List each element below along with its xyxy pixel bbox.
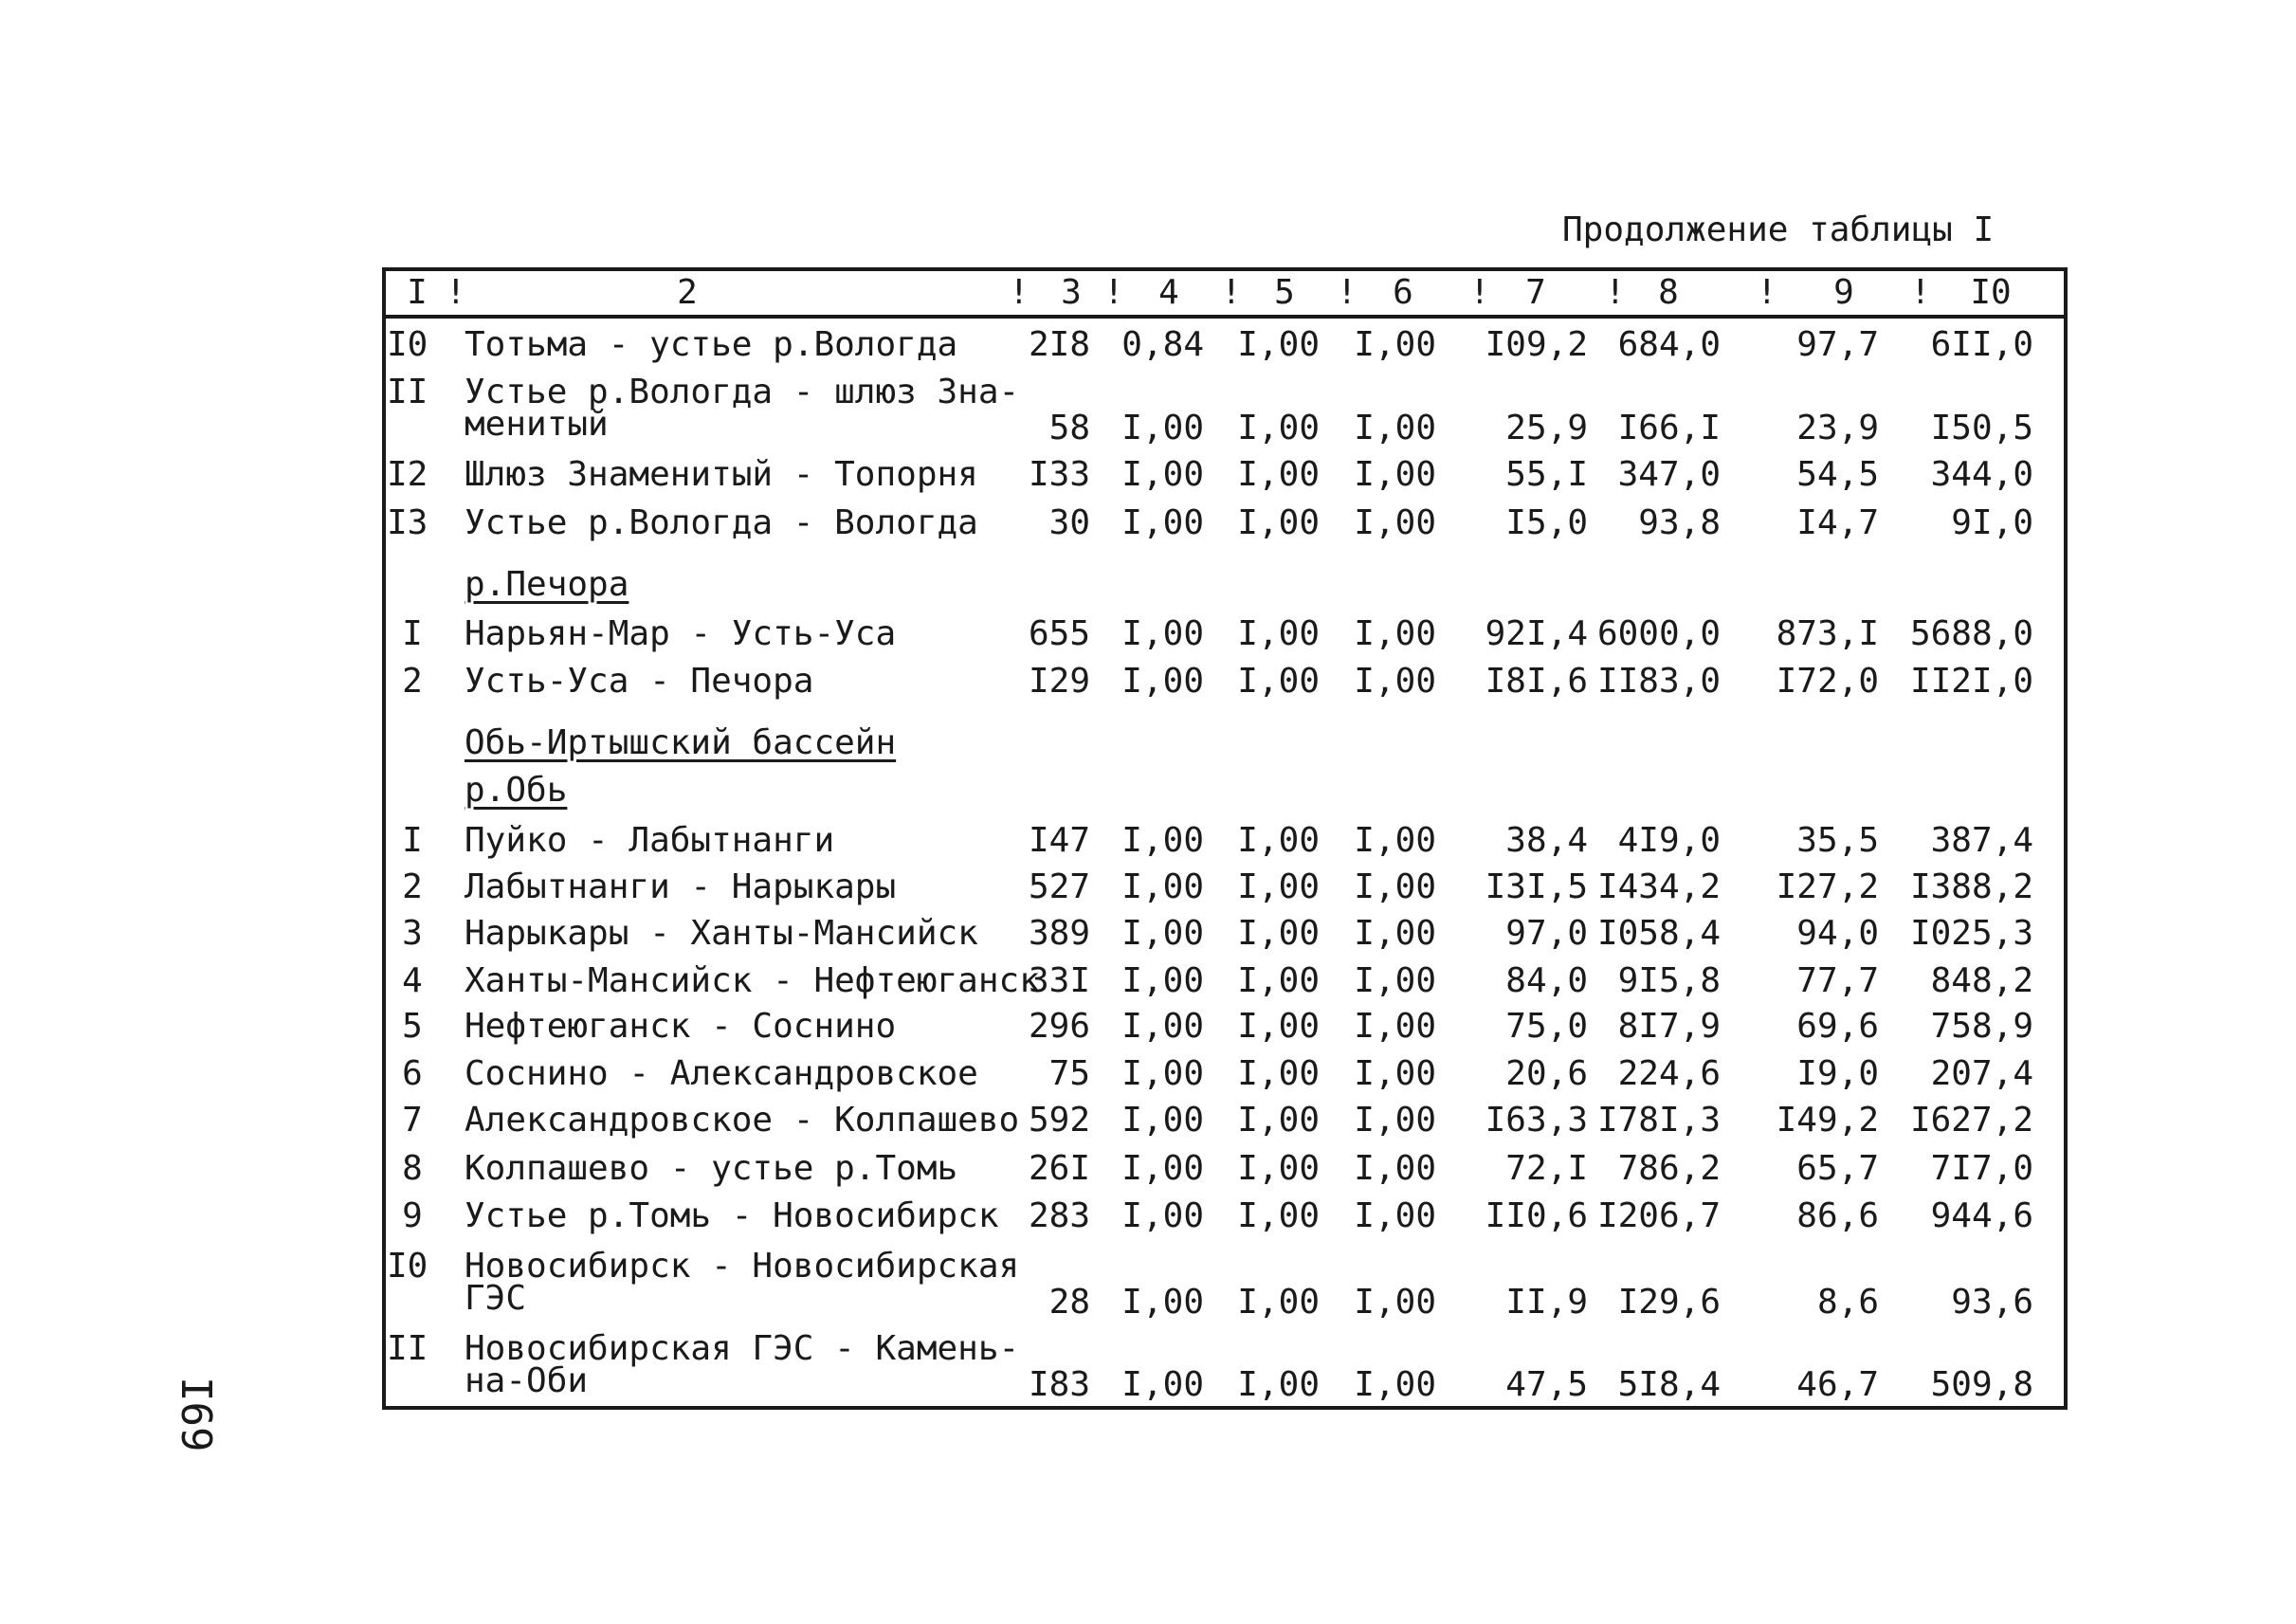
cell-v3: 28 — [1048, 1283, 1090, 1322]
cell-v5: I,00 — [1237, 1365, 1320, 1404]
row-name: Усть-Уса - Печора — [465, 662, 814, 701]
cell-v3: 33I — [1028, 961, 1090, 1000]
cell-v4: I,00 — [1121, 867, 1204, 906]
cell-v9: I72,0 — [1776, 662, 1879, 701]
cell-v8: II83,0 — [1596, 662, 1721, 701]
cell-v7: I3I,5 — [1485, 867, 1588, 906]
cell-v5: I,00 — [1237, 961, 1320, 1000]
table-caption: Продолжение таблицы I — [1562, 210, 1995, 249]
cell-v8: 8I7,9 — [1617, 1007, 1721, 1046]
row-number: 2 — [402, 867, 423, 906]
cell-v4: I,00 — [1121, 961, 1204, 1000]
cell-v8: 9I5,8 — [1617, 961, 1721, 1000]
cell-v9: 77,7 — [1796, 961, 1879, 1000]
cell-v10: 758,9 — [1930, 1007, 2033, 1046]
cell-v6: I,00 — [1354, 455, 1436, 494]
cell-v4: I,00 — [1121, 1196, 1204, 1235]
cell-v5: I,00 — [1237, 614, 1320, 653]
row-name: Нарьян-Мар - Усть-Уса — [465, 614, 897, 653]
cell-v5: I,00 — [1237, 1007, 1320, 1046]
row-number: I0 — [387, 1247, 428, 1286]
cell-v9: 69,6 — [1796, 1007, 1879, 1046]
cell-v7: II0,6 — [1485, 1196, 1588, 1235]
cell-v10: II2I,0 — [1909, 662, 2033, 701]
header-separator: ! — [1469, 273, 1490, 312]
row-number: I3 — [387, 503, 428, 542]
cell-v9: 54,5 — [1796, 455, 1879, 494]
cell-v5: I,00 — [1237, 325, 1320, 364]
cell-v10: I627,2 — [1909, 1101, 2033, 1140]
cell-v5: I,00 — [1237, 821, 1320, 860]
cell-v9: 35,5 — [1796, 821, 1879, 860]
header-col-7: 7 — [1525, 273, 1546, 312]
cell-v7: 38,4 — [1505, 821, 1588, 860]
cell-v6: I,00 — [1354, 409, 1436, 447]
cell-v10: 207,4 — [1930, 1054, 2033, 1093]
cell-v10: 509,8 — [1930, 1365, 2033, 1404]
cell-v4: I,00 — [1121, 821, 1204, 860]
cell-v6: I,00 — [1354, 325, 1436, 364]
row-name-line1: Новосибирская ГЭС - Камень- — [465, 1329, 1020, 1368]
header-col-5: 5 — [1274, 273, 1295, 312]
row-name: Пуйко - Лабытнанги — [465, 821, 835, 860]
cell-v8: I29,6 — [1617, 1283, 1721, 1322]
row-name: Лабытнанги - Нарыкары — [465, 867, 897, 906]
cell-v9: 97,7 — [1796, 325, 1879, 364]
cell-v6: I,00 — [1354, 1101, 1436, 1140]
page-number: I69 — [172, 1377, 220, 1452]
cell-v8: 5I8,4 — [1617, 1365, 1721, 1404]
cell-v5: I,00 — [1237, 503, 1320, 542]
cell-v4: I,00 — [1121, 1149, 1204, 1188]
cell-v3: 283 — [1028, 1196, 1090, 1235]
section-heading: Обь-Иртышский бассейн — [465, 723, 897, 762]
cell-v5: I,00 — [1237, 1149, 1320, 1188]
row-number: I0 — [387, 325, 428, 364]
row-name: Устье р.Томь - Новосибирск — [465, 1196, 999, 1235]
cell-v9: I9,0 — [1796, 1054, 1879, 1093]
cell-v4: I,00 — [1121, 1101, 1204, 1140]
cell-v10: I025,3 — [1909, 914, 2033, 953]
cell-v6: I,00 — [1354, 1196, 1436, 1235]
cell-v5: I,00 — [1237, 867, 1320, 906]
header-col-2: 2 — [677, 273, 698, 312]
cell-v6: I,00 — [1354, 867, 1436, 906]
cell-v3: 58 — [1048, 409, 1090, 447]
row-number: 6 — [402, 1054, 423, 1093]
cell-v8: 6000,0 — [1596, 614, 1721, 653]
cell-v5: I,00 — [1237, 409, 1320, 447]
cell-v7: 75,0 — [1505, 1007, 1588, 1046]
row-number: I — [402, 821, 423, 860]
cell-v8: I78I,3 — [1596, 1101, 1721, 1140]
row-number: 7 — [402, 1101, 423, 1140]
row-name-line2: ГЭС — [465, 1279, 527, 1318]
cell-v3: 592 — [1028, 1101, 1090, 1140]
header-col-1: I — [407, 273, 428, 312]
cell-v4: I,00 — [1121, 1283, 1204, 1322]
cell-v7: 97,0 — [1505, 914, 1588, 953]
row-name: Ханты-Мансийск - Нефтеюганск — [465, 961, 1040, 1000]
cell-v6: I,00 — [1354, 1007, 1436, 1046]
cell-v3: 655 — [1028, 614, 1090, 653]
cell-v8: 93,8 — [1638, 503, 1721, 542]
cell-v5: I,00 — [1237, 914, 1320, 953]
cell-v6: I,00 — [1354, 662, 1436, 701]
row-number: 3 — [402, 914, 423, 953]
cell-v6: I,00 — [1354, 821, 1436, 860]
row-name: Соснино - Александровское — [465, 1054, 978, 1093]
cell-v3: 389 — [1028, 914, 1090, 953]
row-number: 4 — [402, 961, 423, 1000]
cell-v8: I66,I — [1617, 409, 1721, 447]
cell-v10: 6II,0 — [1930, 325, 2033, 364]
cell-v3: 26I — [1028, 1149, 1090, 1188]
row-name: Александровское - Колпашево — [465, 1101, 1020, 1140]
cell-v4: I,00 — [1121, 614, 1204, 653]
header-separator: ! — [446, 273, 466, 312]
cell-v7: I5,0 — [1505, 503, 1588, 542]
row-number: I2 — [387, 455, 428, 494]
row-name: Шлюз Знаменитый - Топорня — [465, 455, 978, 494]
cell-v7: I09,2 — [1485, 325, 1588, 364]
cell-v4: I,00 — [1121, 914, 1204, 953]
cell-v3: I33 — [1028, 455, 1090, 494]
cell-v5: I,00 — [1237, 1196, 1320, 1235]
cell-v7: 25,9 — [1505, 409, 1588, 447]
cell-v4: I,00 — [1121, 1365, 1204, 1404]
row-number: 5 — [402, 1007, 423, 1046]
header-separator: ! — [1605, 273, 1626, 312]
row-number: 8 — [402, 1149, 423, 1188]
row-name: Тотьма - устье р.Вологда — [465, 325, 958, 364]
cell-v7: 84,0 — [1505, 961, 1588, 1000]
row-number: II — [387, 1329, 428, 1368]
cell-v9: 65,7 — [1796, 1149, 1879, 1188]
cell-v10: I50,5 — [1930, 409, 2033, 447]
header-col-4: 4 — [1158, 273, 1179, 312]
cell-v5: I,00 — [1237, 1054, 1320, 1093]
cell-v10: 848,2 — [1930, 961, 2033, 1000]
cell-v9: 94,0 — [1796, 914, 1879, 953]
cell-v6: I,00 — [1354, 1149, 1436, 1188]
cell-v9: 86,6 — [1796, 1196, 1879, 1235]
header-divider — [382, 315, 2068, 319]
cell-v10: 5688,0 — [1909, 614, 2033, 653]
header-col-6: 6 — [1393, 273, 1413, 312]
cell-v4: I,00 — [1121, 662, 1204, 701]
cell-v4: I,00 — [1121, 455, 1204, 494]
cell-v8: I206,7 — [1596, 1196, 1721, 1235]
cell-v4: I,00 — [1121, 503, 1204, 542]
row-name: Нарыкары - Ханты-Мансийск — [465, 914, 978, 953]
cell-v7: 47,5 — [1505, 1365, 1588, 1404]
header-separator: ! — [1009, 273, 1030, 312]
cell-v6: I,00 — [1354, 914, 1436, 953]
cell-v5: I,00 — [1237, 1101, 1320, 1140]
row-number: II — [387, 373, 428, 411]
row-name-line2: на-Оби — [465, 1361, 589, 1400]
cell-v10: 9I,0 — [1951, 503, 2033, 542]
cell-v3: 527 — [1028, 867, 1090, 906]
cell-v9: 873,I — [1776, 614, 1879, 653]
row-number: 9 — [402, 1196, 423, 1235]
header-separator: ! — [1103, 273, 1124, 312]
header-separator: ! — [1337, 273, 1358, 312]
cell-v9: 8,6 — [1816, 1283, 1879, 1322]
cell-v5: I,00 — [1237, 1283, 1320, 1322]
cell-v3: 75 — [1048, 1054, 1090, 1093]
row-name: Колпашево - устье р.Томь — [465, 1149, 958, 1188]
cell-v8: 684,0 — [1617, 325, 1721, 364]
cell-v9: I49,2 — [1776, 1101, 1879, 1140]
row-name: Нефтеюганск - Соснино — [465, 1007, 897, 1046]
cell-v8: 347,0 — [1617, 455, 1721, 494]
cell-v7: I8I,6 — [1485, 662, 1588, 701]
cell-v7: I63,3 — [1485, 1101, 1588, 1140]
cell-v6: I,00 — [1354, 614, 1436, 653]
cell-v4: I,00 — [1121, 1007, 1204, 1046]
cell-v6: I,00 — [1354, 961, 1436, 1000]
cell-v7: 72,I — [1505, 1149, 1588, 1188]
cell-v3: 296 — [1028, 1007, 1090, 1046]
row-name-line2: менитый — [465, 405, 609, 444]
cell-v10: I388,2 — [1909, 867, 2033, 906]
cell-v7: 92I,4 — [1485, 614, 1588, 653]
cell-v6: I,00 — [1354, 1283, 1436, 1322]
cell-v3: 30 — [1048, 503, 1090, 542]
header-separator: ! — [1757, 273, 1777, 312]
header-separator: ! — [1221, 273, 1242, 312]
cell-v7: II,9 — [1505, 1283, 1588, 1322]
row-number: 2 — [402, 662, 423, 701]
cell-v6: I,00 — [1354, 1365, 1436, 1404]
row-name-line1: Устье р.Вологда - шлюз Зна- — [465, 373, 1020, 411]
cell-v9: 46,7 — [1796, 1365, 1879, 1404]
cell-v3: 2I8 — [1028, 325, 1090, 364]
header-col-8: 8 — [1658, 273, 1679, 312]
cell-v7: 55,I — [1505, 455, 1588, 494]
cell-v8: I434,2 — [1596, 867, 1721, 906]
section-heading: р.Обь — [465, 771, 568, 810]
cell-v3: I47 — [1028, 821, 1090, 860]
section-heading: р.Печора — [465, 565, 629, 604]
cell-v5: I,00 — [1237, 455, 1320, 494]
row-name-line1: Новосибирск - Новосибирская — [465, 1247, 1020, 1286]
cell-v6: I,00 — [1354, 503, 1436, 542]
cell-v7: 20,6 — [1505, 1054, 1588, 1093]
cell-v4: 0,84 — [1121, 325, 1204, 364]
header-separator: ! — [1910, 273, 1931, 312]
row-name: Устье р.Вологда - Вологда — [465, 503, 978, 542]
cell-v8: I058,4 — [1596, 914, 1721, 953]
cell-v8: 224,6 — [1617, 1054, 1721, 1093]
cell-v8: 786,2 — [1617, 1149, 1721, 1188]
cell-v5: I,00 — [1237, 662, 1320, 701]
cell-v3: I83 — [1028, 1365, 1090, 1404]
cell-v10: 93,6 — [1951, 1283, 2033, 1322]
header-col-3: 3 — [1061, 273, 1082, 312]
cell-v8: 4I9,0 — [1617, 821, 1721, 860]
row-number: I — [402, 614, 423, 653]
cell-v9: I4,7 — [1796, 503, 1879, 542]
cell-v4: I,00 — [1121, 1054, 1204, 1093]
header-col-10: I0 — [1970, 273, 2012, 312]
cell-v10: 344,0 — [1930, 455, 2033, 494]
cell-v4: I,00 — [1121, 409, 1204, 447]
cell-v9: I27,2 — [1776, 867, 1879, 906]
cell-v6: I,00 — [1354, 1054, 1436, 1093]
cell-v3: I29 — [1028, 662, 1090, 701]
cell-v10: 387,4 — [1930, 821, 2033, 860]
cell-v10: 944,6 — [1930, 1196, 2033, 1235]
cell-v9: 23,9 — [1796, 409, 1879, 447]
cell-v10: 7I7,0 — [1930, 1149, 2033, 1188]
header-col-9: 9 — [1833, 273, 1854, 312]
